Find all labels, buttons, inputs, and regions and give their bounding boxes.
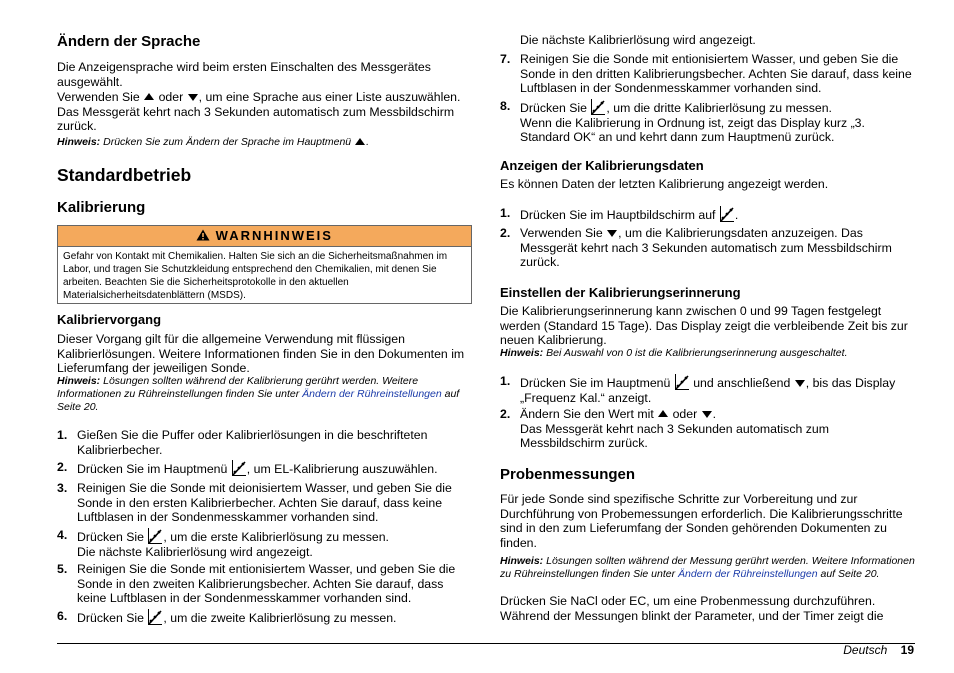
arrow-down-icon	[607, 230, 617, 237]
step-item: 2. Ändern Sie den Wert mit oder . Das Messgerät kehrt nach 3 Sekunden automatisch zum Messbildschirm zurück.	[500, 407, 829, 450]
step-item: 6. Drücken Sie , um die zweite Kalibrierlösung zu messen.	[57, 609, 397, 625]
link-aendern-der-ruehreinstellungen[interactable]: Ändern der Rühreinstellungen	[678, 568, 818, 580]
sprache-hinweis: Hinweis: Drücken Sie zum Ändern der Sprache im Hauptmenü .	[57, 136, 369, 148]
calibration-icon	[675, 374, 689, 390]
heading-anzeigen-der-kalibrierungsdaten: Anzeigen der Kalibrierungsdaten	[500, 158, 704, 173]
step-item: 2. Verwenden Sie , um die Kalibrierungsdaten anzuzeigen. Das Messgerät kehrt nach 3 Sekunden automatisch zum Messbildschirm zurück.	[500, 226, 892, 269]
footer-language: Deutsch	[843, 643, 888, 657]
arrow-down-icon	[702, 411, 712, 418]
link-aendern-der-ruehreinstellungen[interactable]: Ändern der Rühreinstellungen	[302, 388, 442, 400]
step-item: 1. Gießen Sie die Puffer oder Kalibrierlösungen in die beschrifteten Kalibrierbecher.	[57, 428, 428, 457]
warning-triangle-icon	[196, 229, 210, 241]
step-item: 7. Reinigen Sie die Sonde mit entionisiertem Wasser, und geben Sie die Sonde in den dritten Kalibrierungsbecher. Achten Sie darauf, dass keine Luftblasen in der Sondenmesskammer vorhanden sind.	[500, 52, 912, 95]
proben-paragraph-1: Für jede Sonde sind spezifische Schritte zur Vorbereitung und zur Durchführung von Probemessungen erforderlich. Die Kalibrierungsschritte sind in den zum Lieferumfang der Sonden gehörenden Dokumenten zu finden.	[500, 492, 903, 550]
step-item: 3. Reinigen Sie die Sonde mit deionisiertem Wasser, und geben Sie die Sonde in den ersten Kalibrierbecher. Achten Sie darauf, dass keine Luftblasen in der Sondenmesskammer vorhanden sind.	[57, 481, 452, 524]
continued-line: Die nächste Kalibrierlösung wird angezeigt.	[520, 33, 756, 47]
warning-box	[57, 225, 472, 304]
proben-paragraph-2: Drücken Sie NaCl oder EC, um eine Probenmessung durchzuführen. Während der Messungen blinkt der Parameter, und der Timer zeigt die	[500, 594, 884, 623]
calibration-icon	[591, 99, 605, 115]
arrow-up-icon	[658, 410, 668, 417]
step-item: 4. Drücken Sie , um die erste Kalibrierlösung zu messen. Die nächste Kalibrierlösung wird angezeigt.	[57, 528, 389, 559]
erinnerung-paragraph: Die Kalibrierungserinnerung kann zwischen 0 und 99 Tagen festgelegt werden (Standard 15 Tage). Das Display zeigt die verbleibende Zeit bis zur neuen Kalibrierung.	[500, 304, 908, 347]
sprache-paragraph-1: Die Anzeigensprache wird beim ersten Einschalten des Messgerätes ausgewählt.	[57, 60, 431, 89]
proben-hinweis: Hinweis: Lösungen sollten während der Messung gerührt werden. Weitere Informationen zu Rühreinstellungen finden Sie unter Ändern der Rühreinstellungen auf Seite 20.	[500, 555, 915, 580]
arrow-down-icon	[795, 380, 805, 387]
warning-text: Gefahr von Kontakt mit Chemikalien. Halten Sie sich an die Sicherheitsmaßnahmen im Labor, und tragen Sie Schutzkleidung entsprechend den Chemikalien, mit denen Sie arbeiten. Beachten Sie die Sicherheitsprotokolle in den aktuellen Materialsicherheitsdatenblättern (MSDS).	[63, 251, 448, 301]
vorgang-paragraph: Dieser Vorgang gilt für die allgemeine Verwendung mit flüssigen Kalibrierlösungen. Weitere Informationen finden Sie in den Dokumenten im Lieferumfang der jeweiligen Sonde.	[57, 332, 465, 375]
step-item: 1. Drücken Sie im Hauptmenü und anschließend , bis das Display „Frequenz Kal.“ anzeigt.	[500, 374, 896, 405]
step-item: 8. Drücken Sie , um die dritte Kalibrierlösung zu messen. Wenn die Kalibrierung in Ordnung ist, zeigt das Display kurz „3. Standard OK“ an und kehrt dann zum Hauptmenü zurück.	[500, 99, 865, 144]
calibration-icon	[148, 528, 162, 544]
warning-header: WARNHINWEIS	[58, 226, 471, 247]
footer-divider	[57, 643, 915, 644]
arrow-up-icon	[144, 93, 154, 100]
page-footer	[843, 643, 914, 657]
step-item: 1. Drücken Sie im Hauptbildschirm auf .	[500, 206, 739, 222]
vorgang-hinweis: Hinweis: Lösungen sollten während der Kalibrierung gerührt werden. Weitere Informationen zu Rühreinstellungen finden Sie unter Ändern der Rühreinstellungen auf Seite 20.	[57, 375, 460, 413]
arrow-down-icon	[188, 94, 198, 101]
calibration-icon	[148, 609, 162, 625]
page-number: 19	[900, 643, 914, 657]
heading-kalibrierung: Kalibrierung	[57, 199, 146, 216]
heading-standardbetrieb: Standardbetrieb	[57, 165, 192, 185]
heading-kalibriervorgang: Kalibriervorgang	[57, 312, 162, 327]
sprache-paragraph-2: Verwenden Sie oder , um eine Sprache aus einer Liste auszuwählen. Das Messgerät kehrt nach 3 Sekunden automatisch zum Messbildschirm zurück.	[57, 90, 461, 133]
heading-einstellen-der-kalibrierungserinnerung: Einstellen der Kalibrierungserinnerung	[500, 285, 741, 300]
step-item: 5. Reinigen Sie die Sonde mit entionisiertem Wasser, und geben Sie die Sonde in den zweiten Kalibrierungsbecher. Achten Sie darauf, dass keine Luftblasen in der Sondenmesskammer vorhanden sind.	[57, 562, 456, 605]
heading-aendern-der-sprache: Ändern der Sprache	[57, 33, 201, 50]
heading-probenmessungen: Probenmessungen	[500, 466, 636, 483]
arrow-up-icon	[355, 138, 365, 145]
calibration-icon	[232, 460, 246, 476]
erinnerung-hinweis: Hinweis: Bei Auswahl von 0 ist die Kalibrierungserinnerung ausgeschaltet.	[500, 347, 848, 359]
calibration-icon	[720, 206, 734, 222]
step-item: 2. Drücken Sie im Hauptmenü , um EL-Kalibrierung auszuwählen.	[57, 460, 438, 476]
anzeigen-paragraph: Es können Daten der letzten Kalibrierung angezeigt werden.	[500, 177, 829, 191]
